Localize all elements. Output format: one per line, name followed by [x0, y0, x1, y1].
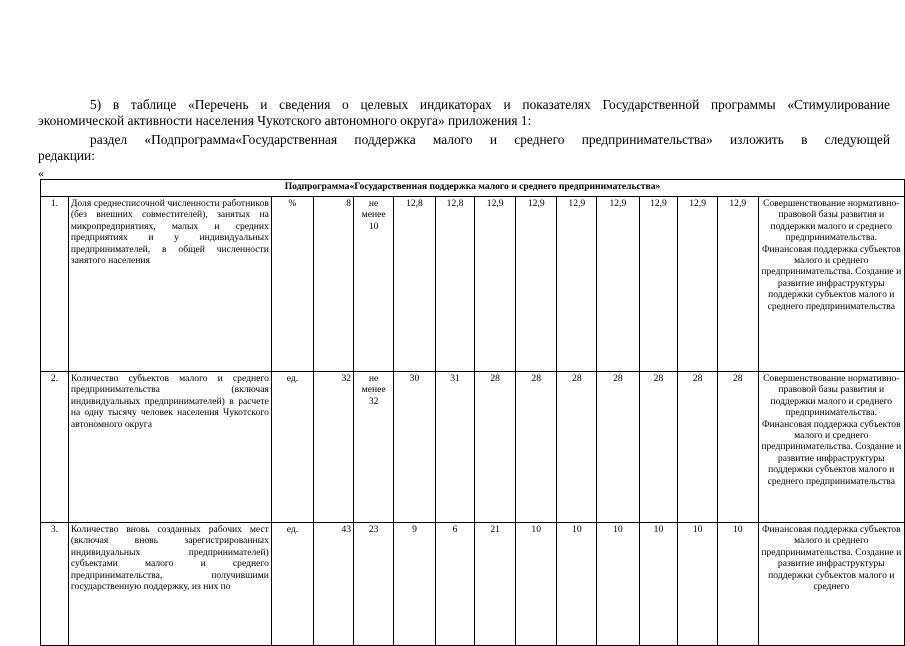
unit: ед.: [271, 523, 313, 646]
indicators-table: [40, 179, 905, 646]
year-value: 10: [717, 523, 758, 646]
year-value: 28: [717, 372, 758, 523]
base-value: 43: [313, 523, 353, 646]
year-value: 31: [435, 372, 475, 523]
table-row: [41, 197, 905, 372]
year-value: 28: [557, 372, 597, 523]
target-value: 23: [354, 523, 394, 646]
year-value: 10: [678, 523, 718, 646]
indicator-name: Количество субъектов малого и среднего предпринимательства (включая индивидуальных предпринимателей) в расчете на одну тысячу человек населения Чукотского автономного округа: [68, 372, 271, 523]
unit: %: [271, 197, 313, 372]
year-value: 12,9: [597, 197, 639, 372]
tasks-text: Финансовая поддержка субъектов малого и среднего предпринимательства. Создание и развитие инфраструктуры поддержки субъектов малого и среднего: [758, 523, 904, 646]
table-row: [41, 523, 905, 646]
year-value: 12,9: [475, 197, 516, 372]
row-number: 2.: [41, 372, 69, 523]
year-value: 30: [394, 372, 436, 523]
year-value: 10: [639, 523, 678, 646]
intro-line-2b: редакции:: [38, 148, 95, 163]
opening-quote-mark: «: [38, 166, 44, 180]
year-value: 28: [475, 372, 516, 523]
table-row: [41, 372, 905, 523]
indicator-name: Количество вновь созданных рабочих мест (включая вновь зарегистрированных индивидуальных предпринимателей) субъектами малого и среднего предпринимательства, получившими государственную поддержку, из них по: [68, 523, 271, 646]
year-value: 12,9: [557, 197, 597, 372]
year-value: 10: [557, 523, 597, 646]
year-value: 12,9: [639, 197, 678, 372]
year-value: 12,9: [717, 197, 758, 372]
subprogram-title: Подпрограмма«Государственная поддержка малого и среднего предпринимательства»: [41, 180, 905, 197]
indicator-name: Доля среднесписочной численности работников (без внешних совместителей), занятых на микропредприятиях, малых и средних предприятиях и у индивидуальных предпринимателей, в общей численности занятого населения: [68, 197, 271, 372]
tasks-text: Совершенствование нормативно-правовой базы развития и поддержки малого и среднего предпринимательства. Финансовая поддержка субъектов малого и среднего предпринимательства. Создание и развитие инфраструктуры поддержки субъектов малого и среднего предпринимательства: [758, 372, 904, 523]
year-value: 12,9: [515, 197, 557, 372]
year-value: 10: [597, 523, 639, 646]
year-value: 21: [475, 523, 516, 646]
base-value: 8: [313, 197, 353, 372]
intro-line-1a: 5) в таблице «Перечень и сведения о целевых индикаторах и показателях Государственной программы «Стимулирование: [90, 97, 890, 112]
unit: ед.: [271, 372, 313, 523]
year-value: 28: [678, 372, 718, 523]
year-value: 10: [515, 523, 557, 646]
year-value: 12,8: [435, 197, 475, 372]
row-number: 3.: [41, 523, 69, 646]
target-value: не менее 10: [354, 197, 394, 372]
target-value: не менее 32: [354, 372, 394, 523]
year-value: 28: [597, 372, 639, 523]
intro-line-2a: раздел «Подпрограмма«Государственная поддержка малого и среднего предпринимательства» изложить в следующей: [90, 132, 890, 147]
tasks-text: Совершенствование нормативно-правовой базы развития и поддержки малого и среднего предпринимательства. Финансовая поддержка субъектов малого и среднего предпринимательства. Создание и развитие инфраструктуры поддержки субъектов малого и среднего предпринимательства: [758, 197, 904, 372]
row-number: 1.: [41, 197, 69, 372]
year-value: 6: [435, 523, 475, 646]
year-value: 12,8: [394, 197, 436, 372]
base-value: 32: [313, 372, 353, 523]
year-value: 12,9: [678, 197, 718, 372]
intro-line-1b: экономической активности населения Чукотского автономного округа» приложения 1:: [38, 113, 532, 128]
year-value: 9: [394, 523, 436, 646]
year-value: 28: [639, 372, 678, 523]
year-value: 28: [515, 372, 557, 523]
